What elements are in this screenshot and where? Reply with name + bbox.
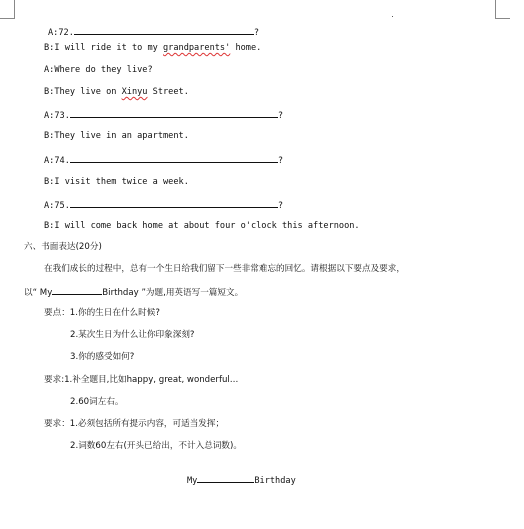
- title-blank[interactable]: [52, 285, 102, 295]
- answer-blank[interactable]: [70, 198, 278, 208]
- requirements1-line2: 2.60词左右。: [70, 397, 124, 407]
- dialogue-line-72: [48, 25, 259, 39]
- points-line2: 2.某次生日为什么让你印象深刻?: [70, 330, 195, 340]
- page-corner-mark-top-right: [495, 0, 510, 19]
- dialogue-line-75: [44, 198, 283, 212]
- answer-blank[interactable]: [70, 108, 278, 118]
- section-heading: 六、书面表达(20分): [24, 242, 102, 252]
- dialogue-text: B:They live on: [44, 87, 122, 97]
- dialogue-line-b-apartment: [44, 130, 189, 142]
- question-number: A:75.: [44, 201, 70, 211]
- dialogue-text: home.: [230, 43, 262, 53]
- question-number: A:74.: [44, 156, 70, 166]
- writing-intro-line2: [24, 285, 243, 299]
- dialogue-line-b-live: [44, 86, 189, 98]
- dialogue-text: B:I will come back home at about four o'clock this afternoon.: [44, 221, 360, 231]
- spellcheck-word: grandparents': [163, 43, 231, 53]
- dialogue-line-b-home: [44, 220, 360, 232]
- question-mark: ?: [277, 156, 284, 166]
- dialogue-text: Street.: [147, 87, 189, 97]
- dialogue-line-74: [44, 153, 283, 167]
- answer-blank[interactable]: [74, 25, 254, 35]
- dialogue-line-b1: [44, 42, 261, 54]
- dialogue-text: A:Where do they live?: [44, 65, 153, 75]
- dialogue-text: B:I visit them twice a week.: [44, 177, 189, 187]
- question-number: A:72.: [48, 28, 74, 38]
- stray-dot: [392, 16, 393, 17]
- title-text: My: [187, 476, 198, 486]
- page-corner-mark-top-left: [0, 0, 15, 19]
- spellcheck-word: Xinyu: [121, 87, 148, 97]
- requirements1-line1: 要求:1.补全题目,比如happy, great, wonderful…: [44, 375, 239, 385]
- answer-blank[interactable]: [70, 153, 278, 163]
- requirements2-line1: 要求：1.必须包括所有提示内容，可适当发挥；: [44, 419, 225, 429]
- points-line3: 3.你的感受如何?: [70, 352, 135, 362]
- essay-title: [187, 473, 296, 487]
- question-mark: ?: [253, 28, 260, 38]
- dialogue-line-73: [44, 108, 283, 122]
- dialogue-line-a-where: [44, 64, 153, 76]
- title-text: Birthday: [254, 476, 296, 486]
- question-mark: ?: [277, 111, 284, 121]
- points-line1: 要点：1.你的生日在什么时候?: [44, 308, 160, 318]
- writing-intro-line1: 在我们成长的过程中，总有一个生日给我们留下一些非常难忘的回忆。请根据以下要点及要求，: [44, 264, 405, 274]
- requirements2-line2: 2.词数60左右(开头已给出，不计入总词数)。: [70, 441, 242, 451]
- question-mark: ?: [277, 201, 284, 211]
- intro-text: 以“ My: [24, 288, 53, 298]
- question-number: A:73.: [44, 111, 70, 121]
- dialogue-text: B:I will ride it to my: [44, 43, 163, 53]
- essay-title-blank[interactable]: [197, 473, 254, 483]
- intro-text: Birthday ”为题,用英语写一篇短文。: [102, 288, 244, 298]
- dialogue-line-b-visit: [44, 176, 189, 188]
- dialogue-text: B:They live in an apartment.: [44, 131, 189, 141]
